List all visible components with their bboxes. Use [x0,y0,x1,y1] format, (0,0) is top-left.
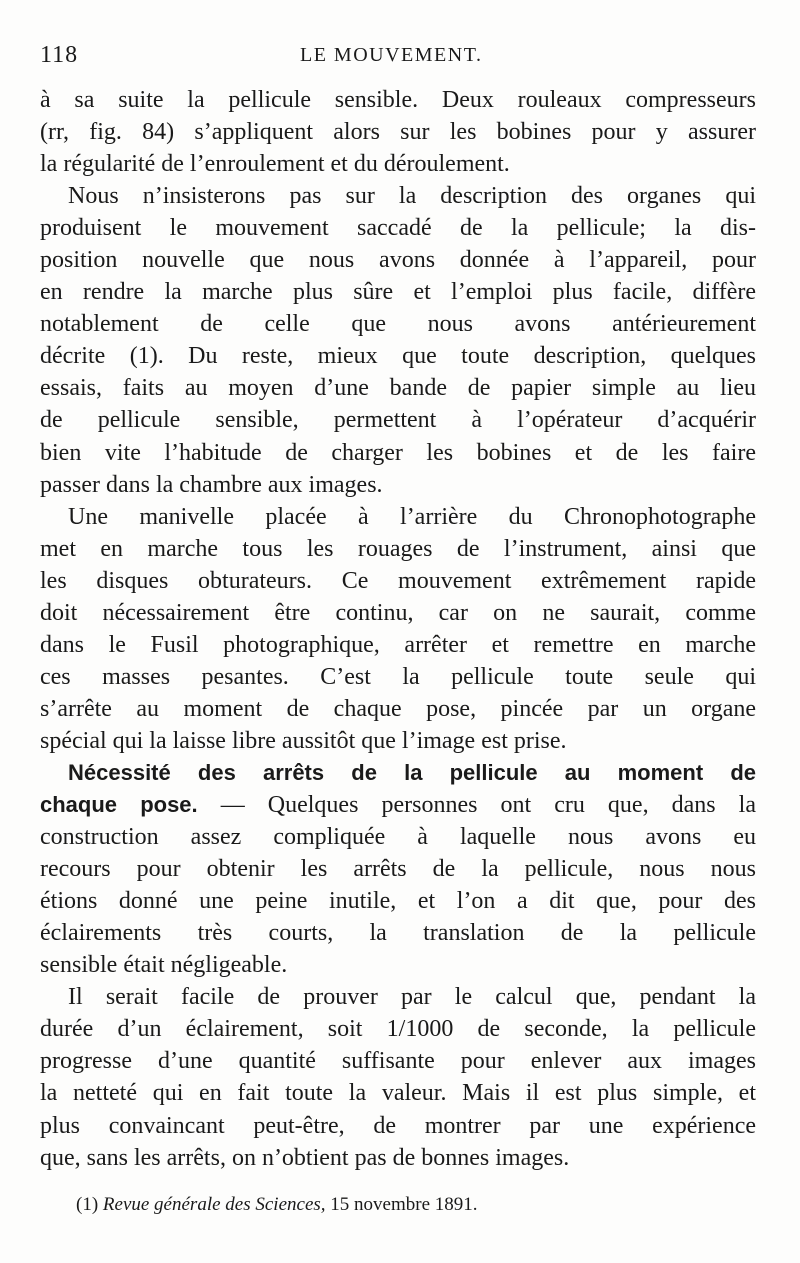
text-line: doit nécessairement être continu, car on ne saurait, comme [40,599,756,626]
text-line: Une manivelle placée à l’arrière du Chronophotographe [68,503,756,530]
text-line: (rr, fig. 84) s’appliquent alors sur les bobines pour y assurer [40,119,756,146]
text-line: bien vite l’habitude de charger les bobines et de les faire [40,439,756,466]
footnote [76,1192,716,1218]
text-line: de pellicule sensible, permettent à l’opérateur d’acquérir [40,407,756,434]
section-heading-part: chaque pose. [40,792,198,818]
text-line: la netteté qui en fait toute la valeur. Mais il est plus simple, et [40,1080,756,1107]
section-heading: Nécessité des arrêts de la pellicule au moment de [68,759,756,785]
text-line: met en marche tous les rouages de l’instrument, ainsi que [40,535,756,562]
footnote-marker: (1) [76,1194,103,1215]
text-line-rest: — Quelques personnes ont cru que, dans la [197,792,756,819]
text-line: recours pour obtenir les arrêts de la pellicule, nous nous [40,856,756,883]
text-line [40,789,756,821]
text-line: dans le Fusil photographique, arrêter et remettre en marche [40,631,756,658]
text-line: passer dans la chambre aux images. [40,471,383,498]
text-line: Il serait facile de prouver par le calcul que, pendant la [68,984,756,1011]
page-number: 118 [40,42,79,68]
body-text [40,84,756,1174]
text-line: construction assez compliquée à laquelle nous avons eu [40,824,756,851]
text-line [40,757,756,789]
text-line: s’arrête au moment de chaque pose, pincée par un organe [40,695,756,722]
footnote-date: 15 novembre 1891. [325,1194,478,1215]
text-line: notablement de celle que nous avons antérieurement [40,311,756,338]
text-line: que, sans les arrêts, on n’obtient pas de bonnes images. [40,1144,570,1171]
chapter-title: LE MOUVEMENT. [300,44,483,66]
text-line: à sa suite la pellicule sensible. Deux rouleaux compresseurs [40,87,756,113]
text-line: en rendre la marche plus sûre et l’emploi plus facile, diffère [40,279,756,306]
text-line: les disques obturateurs. Ce mouvement extrêmement rapide [40,567,756,594]
text-line: éclairements très courts, la translation de la pellicule [40,920,756,947]
footnote-journal: Revue générale des Sciences, [102,1194,326,1215]
text-line: sensible était négligeable. [40,952,288,979]
text-line: spécial qui la laisse libre aussitôt que l’image est prise. [40,727,567,754]
text-line: progresse d’une quantité suffisante pour enlever aux images [40,1048,756,1075]
text-line: étions donné une peine inutile, et l’on a dit que, pour des [40,888,756,915]
running-head [40,42,760,72]
text-line: produisent le mouvement saccadé de la pellicule; la dis- [40,215,756,242]
text-line: plus convaincant peut-être, de montrer par une expérience [40,1112,756,1139]
text-line: Nous n’insisterons pas sur la description des organes qui [68,183,756,210]
text-line: essais, faits au moyen d’une bande de papier simple au lieu [40,375,756,402]
text-line: décrite (1). Du reste, mieux que toute description, quelques [40,343,756,370]
text-line: la régularité de l’enroulement et du déroulement. [40,151,510,178]
text-line: durée d’un éclairement, soit 1/1000 de seconde, la pellicule [40,1016,756,1043]
text-line: ces masses pesantes. C’est la pellicule toute seule qui [40,663,756,690]
text-line: position nouvelle que nous avons donnée à l’appareil, pour [40,247,756,274]
